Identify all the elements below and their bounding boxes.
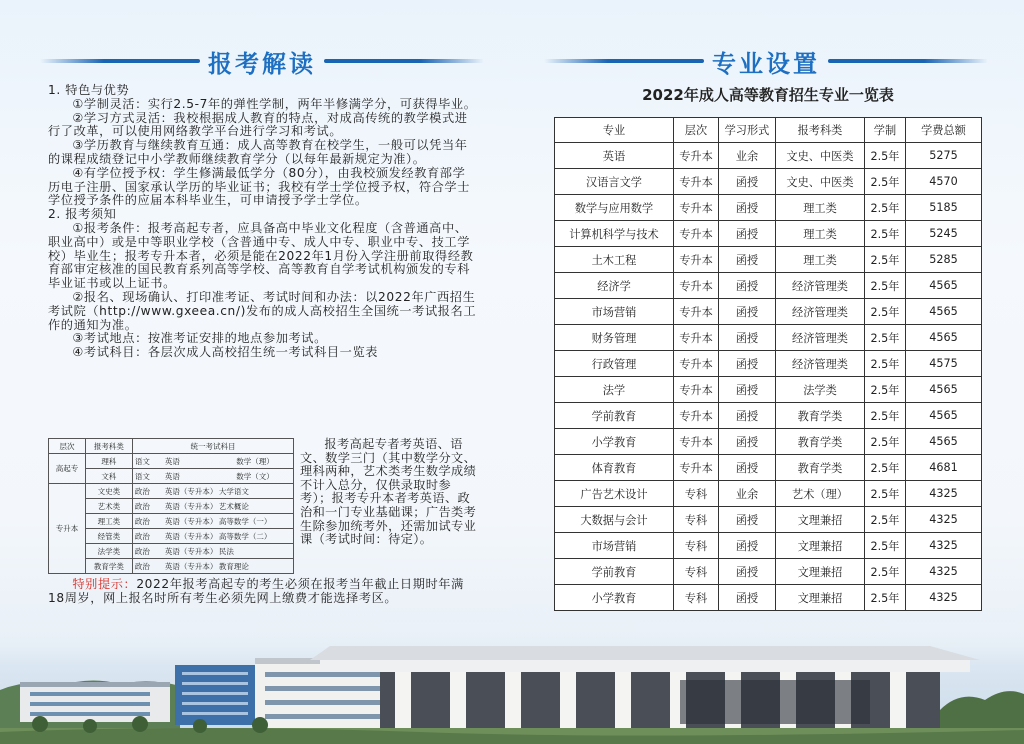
duration-cell: 2.5年 [865, 455, 906, 481]
duration-cell: 2.5年 [865, 429, 906, 455]
study-mode-cell: 函授 [719, 247, 776, 273]
study-mode-cell: 函授 [719, 507, 776, 533]
level-cell: 专升本 [674, 169, 719, 195]
subject-cell: 英语 [163, 454, 217, 469]
major-cell: 数学与应用数学 [555, 195, 674, 221]
table-row [555, 533, 982, 559]
col-tuition: 学费总额 [906, 118, 982, 143]
major-cell: 市场营销 [555, 299, 674, 325]
item-2-4: ④考试科目：各层次成人高校招生统一考试科目一览表 [72, 345, 379, 360]
subject-cell: 英语（专升本） [163, 559, 217, 574]
exam-category-cell: 文史、中医类 [776, 169, 865, 195]
level-cell: 专升本 [674, 143, 719, 169]
table-row [555, 507, 982, 533]
study-mode-cell: 函授 [719, 403, 776, 429]
study-mode-cell: 函授 [719, 455, 776, 481]
major-cell: 学前教育 [555, 559, 674, 585]
major-cell: 财务管理 [555, 325, 674, 351]
col-level: 层次 [674, 118, 719, 143]
header-line-left [40, 59, 200, 63]
tuition-cell: 4325 [906, 507, 982, 533]
table-row [49, 469, 294, 484]
subject-cell: 英语 [163, 469, 217, 484]
level-cell: 专升本 [674, 351, 719, 377]
exam-category-cell: 经济管理类 [776, 273, 865, 299]
exam-category-cell: 理工类 [776, 221, 865, 247]
exam-category-cell: 教育学类 [776, 403, 865, 429]
duration-cell: 2.5年 [865, 247, 906, 273]
level-cell: 高起专 [49, 454, 86, 484]
header-line-right [828, 59, 988, 63]
duration-cell: 2.5年 [865, 507, 906, 533]
level-cell: 专升本 [674, 195, 719, 221]
level-cell: 专升本 [674, 247, 719, 273]
header-line-right [324, 59, 484, 63]
subject-cell: 政治 [132, 544, 163, 559]
tuition-cell: 5275 [906, 143, 982, 169]
subject-cell: 英语（专升本） [163, 514, 217, 529]
subject-cell: 语文 [132, 469, 163, 484]
study-mode-cell: 业余 [719, 143, 776, 169]
major-cell: 经济学 [555, 273, 674, 299]
table-row [555, 481, 982, 507]
item-1-1: ①学制灵活：实行2.5-7年的弹性学制，两年半修满学分，可获得毕业。 [72, 96, 477, 111]
table-row [49, 544, 294, 559]
duration-cell: 2.5年 [865, 273, 906, 299]
section1-title: 1. 特色与优势 [48, 83, 130, 97]
major-cell: 市场营销 [555, 533, 674, 559]
subject-cell: 数学（文） [217, 469, 294, 484]
subject-cell: 英语（专升本） [163, 529, 217, 544]
duration-cell: 2.5年 [865, 169, 906, 195]
major-cell: 小学教育 [555, 585, 674, 611]
left-section-header [40, 44, 484, 78]
subject-cell: 政治 [132, 499, 163, 514]
exam-category-cell: 经济管理类 [776, 299, 865, 325]
col-level: 层次 [49, 439, 86, 454]
major-cell: 法学 [555, 377, 674, 403]
study-mode-cell: 函授 [719, 221, 776, 247]
col-category: 报考科类 [85, 439, 132, 454]
exam-category-cell: 法学类 [776, 377, 865, 403]
table-row [49, 529, 294, 544]
table-row [49, 454, 294, 469]
subject-cell: 语文 [132, 454, 163, 469]
category-cell: 理工类 [85, 514, 132, 529]
col-study-mode: 学习形式 [719, 118, 776, 143]
table-row [555, 221, 982, 247]
study-mode-cell: 函授 [719, 325, 776, 351]
exam-category-cell: 文理兼招 [776, 533, 865, 559]
duration-cell: 2.5年 [865, 559, 906, 585]
duration-cell: 2.5年 [865, 403, 906, 429]
table-row [49, 514, 294, 529]
table-row [555, 325, 982, 351]
table-row [555, 377, 982, 403]
category-cell: 经管类 [85, 529, 132, 544]
category-cell: 教育学类 [85, 559, 132, 574]
category-cell: 理科 [85, 454, 132, 469]
exam-note [300, 438, 478, 547]
table-row [49, 559, 294, 574]
category-cell: 文史类 [85, 484, 132, 499]
major-cell: 计算机科学与技术 [555, 221, 674, 247]
duration-cell: 2.5年 [865, 533, 906, 559]
level-cell: 专科 [674, 533, 719, 559]
tuition-cell: 4681 [906, 455, 982, 481]
table-row [555, 559, 982, 585]
table-row [555, 585, 982, 611]
subject-cell: 英语（专升本） [163, 544, 217, 559]
level-cell: 专升本 [49, 484, 86, 574]
study-mode-cell: 函授 [719, 169, 776, 195]
study-mode-cell: 函授 [719, 559, 776, 585]
tuition-cell: 4325 [906, 533, 982, 559]
duration-cell: 2.5年 [865, 325, 906, 351]
duration-cell: 2.5年 [865, 195, 906, 221]
intro-text [48, 84, 478, 360]
exam-category-cell: 教育学类 [776, 429, 865, 455]
duration-cell: 2.5年 [865, 143, 906, 169]
table-row [555, 351, 982, 377]
tuition-cell: 4570 [906, 169, 982, 195]
right-heading: 专业设置 [712, 49, 820, 78]
study-mode-cell: 业余 [719, 481, 776, 507]
item-2-3: ③考试地点：按准考证安排的地点参加考试。 [72, 331, 327, 346]
col-duration: 学制 [865, 118, 906, 143]
duration-cell: 2.5年 [865, 585, 906, 611]
major-table-header [555, 118, 982, 143]
major-cell: 行政管理 [555, 351, 674, 377]
major-cell: 小学教育 [555, 429, 674, 455]
exam-category-cell: 文理兼招 [776, 585, 865, 611]
subject-cell: 政治 [132, 484, 163, 499]
tuition-cell: 5245 [906, 221, 982, 247]
subject-cell: 政治 [132, 559, 163, 574]
subject-cell: 政治 [132, 529, 163, 544]
study-mode-cell: 函授 [719, 585, 776, 611]
major-table [554, 117, 982, 611]
duration-cell: 2.5年 [865, 351, 906, 377]
table-row [555, 455, 982, 481]
category-cell: 艺术类 [85, 499, 132, 514]
campus-building-photo [0, 620, 1024, 744]
major-table-body [555, 143, 982, 611]
table-row [555, 273, 982, 299]
tuition-cell: 4565 [906, 325, 982, 351]
subject-cell: 英语（专升本） [163, 499, 217, 514]
tuition-cell: 4325 [906, 585, 982, 611]
subject-cell: 数学（理） [217, 454, 294, 469]
subject-cell: 民法 [217, 544, 294, 559]
major-cell: 广告艺术设计 [555, 481, 674, 507]
major-cell: 大数据与会计 [555, 507, 674, 533]
level-cell: 专科 [674, 507, 719, 533]
level-cell: 专科 [674, 585, 719, 611]
notice-text: 2022年报考高起专的考生必须在报考当年截止日期时年满18周岁，网上报名时所有考生必须先网上缴费才能选择考区。 [48, 577, 464, 605]
level-cell: 专升本 [674, 377, 719, 403]
study-mode-cell: 函授 [719, 273, 776, 299]
table-row [555, 247, 982, 273]
tuition-cell: 4565 [906, 273, 982, 299]
exam-category-cell: 理工类 [776, 195, 865, 221]
table-row [555, 169, 982, 195]
exam-category-cell: 文史、中医类 [776, 143, 865, 169]
exam-category-cell: 经济管理类 [776, 325, 865, 351]
item-1-4: ④有学位授予权：学生修满最低学分（80分），由我校颁发经教育部学历电子注册、国家承认学历的毕业证书；我校有学士学位授予权，符合学士学位授予条件的应届本科毕业生，可申请授予学士学位。 [48, 165, 470, 208]
tuition-cell: 4575 [906, 351, 982, 377]
duration-cell: 2.5年 [865, 377, 906, 403]
subject-cell: 艺术概论 [217, 499, 294, 514]
major-cell: 汉语言文学 [555, 169, 674, 195]
study-mode-cell: 函授 [719, 533, 776, 559]
tuition-cell: 4565 [906, 429, 982, 455]
section2-title: 2. 报考须知 [48, 207, 117, 222]
subject-cell: 政治 [132, 514, 163, 529]
exam-category-cell: 文理兼招 [776, 507, 865, 533]
table-row [49, 484, 294, 499]
major-cell: 英语 [555, 143, 674, 169]
exam-category-cell: 艺术（理） [776, 481, 865, 507]
tuition-cell: 5285 [906, 247, 982, 273]
level-cell: 专升本 [674, 273, 719, 299]
subject-cell: 大学语文 [217, 484, 294, 499]
study-mode-cell: 函授 [719, 377, 776, 403]
exam-category-cell: 经济管理类 [776, 351, 865, 377]
tuition-cell: 4565 [906, 299, 982, 325]
subject-cell: 高等数学（一） [217, 514, 294, 529]
col-subjects: 统一考试科目 [132, 439, 293, 454]
study-mode-cell: 函授 [719, 195, 776, 221]
tuition-cell: 4325 [906, 481, 982, 507]
subject-cell: 高等数学（二） [217, 529, 294, 544]
exam-category-cell: 教育学类 [776, 455, 865, 481]
left-heading: 报考解读 [208, 49, 316, 78]
item-1-3: ③学历教育与继续教育互通：成人高等教育在校学生，一般可以凭当年的课程成绩登记中小学教师继续教育学分（以每年最新规定为准）。 [48, 138, 468, 166]
study-mode-cell: 函授 [719, 429, 776, 455]
right-section-header [544, 44, 988, 78]
table-row [555, 429, 982, 455]
level-cell: 专升本 [674, 455, 719, 481]
major-cell: 学前教育 [555, 403, 674, 429]
tuition-cell: 4325 [906, 559, 982, 585]
duration-cell: 2.5年 [865, 299, 906, 325]
category-cell: 法学类 [85, 544, 132, 559]
special-notice [48, 578, 478, 606]
subject-table-header [49, 439, 294, 454]
tuition-cell: 4565 [906, 377, 982, 403]
header-line-left [544, 59, 704, 63]
item-2-2: ②报名、现场确认、打印准考证、考试时间和办法：以2022年广西招生考试院（http://www.gxeea.cn/)发布的成人高校招生全国统一考试报名工作的通知为准。 [48, 289, 477, 332]
level-cell: 专升本 [674, 299, 719, 325]
study-mode-cell: 函授 [719, 351, 776, 377]
exam-category-cell: 文理兼招 [776, 559, 865, 585]
study-mode-cell: 函授 [719, 299, 776, 325]
level-cell: 专升本 [674, 221, 719, 247]
level-cell: 专科 [674, 481, 719, 507]
table-row [555, 143, 982, 169]
category-cell: 文科 [85, 469, 132, 484]
subject-cell: 英语（专升本） [163, 484, 217, 499]
tuition-cell: 5185 [906, 195, 982, 221]
major-cell: 体育教育 [555, 455, 674, 481]
col-major: 专业 [555, 118, 674, 143]
subject-cell: 教育理论 [217, 559, 294, 574]
duration-cell: 2.5年 [865, 481, 906, 507]
major-cell: 土木工程 [555, 247, 674, 273]
item-1-2: ②学习方式灵活：我校根据成人教育的特点，对成高传统的教学模式进行了改革，可以使用网络教学平台进行学习和考试。 [48, 110, 468, 139]
level-cell: 专升本 [674, 429, 719, 455]
exam-note-text: 报考高起专者考英语、语文、数学三门（其中数学分文、理科两种，艺术类考生数学成绩不计入总分，仅供录取时参考）；报考专升本者考英语、政治和一门专业基础课；广告类考生除参加统考外，还需加试专业课（考试时间：待定）。 [300, 437, 477, 547]
level-cell: 专升本 [674, 403, 719, 429]
item-2-1: ①报考条件：报考高起专者，应具备高中毕业文化程度（含普通高中、职业高中）或是中等职业学校（含普通中专、成人中专、职业中专、技工学校）毕业生；报考专升本者，必须是能在2022年1月份入学注册前取得经教育部审定核准的国民教育系列高等学校、高等教育自学考试机构颁发的专科毕业证书或以上证书。 [48, 220, 474, 291]
col-exam-category: 报考科类 [776, 118, 865, 143]
level-cell: 专科 [674, 559, 719, 585]
subject-table [48, 438, 294, 574]
table-row [555, 299, 982, 325]
duration-cell: 2.5年 [865, 221, 906, 247]
table-row [49, 499, 294, 514]
major-table-title: 2022年成人高等教育招生专业一览表 [642, 86, 894, 104]
notice-label: 特别提示： [72, 577, 137, 591]
table-row [555, 403, 982, 429]
level-cell: 专升本 [674, 325, 719, 351]
tuition-cell: 4565 [906, 403, 982, 429]
table-row [555, 195, 982, 221]
exam-category-cell: 理工类 [776, 247, 865, 273]
